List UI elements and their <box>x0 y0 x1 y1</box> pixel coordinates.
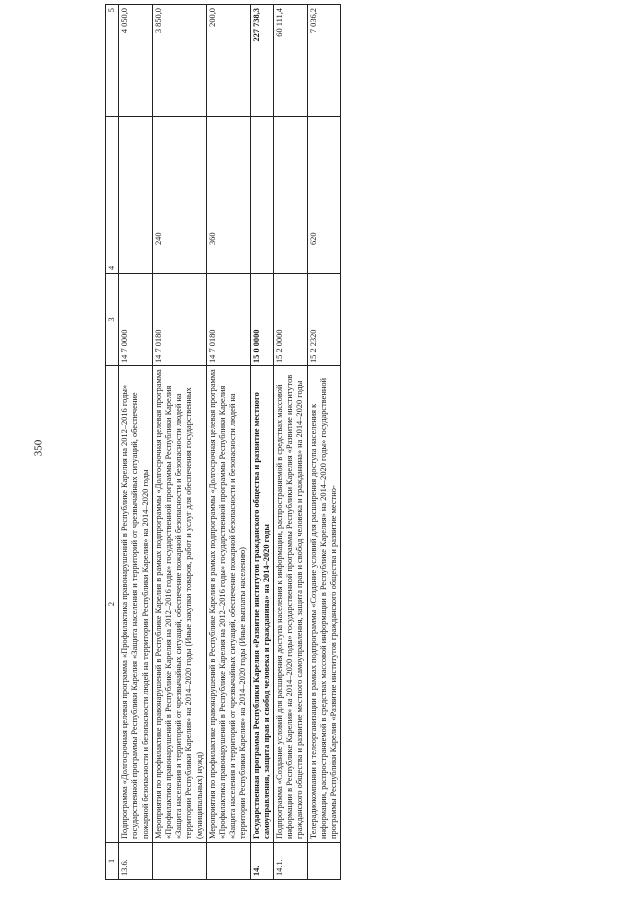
table-row <box>307 5 341 880</box>
row-name: Мероприятия по профилактике правонарушений в Республике Карелия в рамках подпрограммы «Долгосрочная целевая программа «Профилактика правонарушений в Республике Карелия на 2012–2016 годы» государственной программы Республики Карелия «Защита населения и территорий от чрезвычайных ситуаций, обеспечение пожарной безопасности и безопасности людей на территории Республики Карелия» на 2014–2020 годы (Иные закупки товаров, работ и услуг для обеспечения государственных (муниципальных) нужд) <box>152 366 206 843</box>
row-vr: 240 <box>152 117 206 274</box>
table-row <box>250 5 273 880</box>
row-vr: 360 <box>206 117 250 274</box>
row-code: 14 7 0180 <box>152 274 206 366</box>
row-code: 15 2 2320 <box>307 274 341 366</box>
row-code: 14 7 0000 <box>119 274 153 366</box>
header-row <box>106 5 119 880</box>
row-name: Подпрограмма «Долгосрочная целевая программа «Профилактика правонарушений в Республике Карелия на 2012–2016 годы» государственной программы Республики Карелия «Защита населения и территорий от чрезвычайных ситуаций, обеспечение пожарной безопасности и безопасности людей на территории Республики Карелия» на 2014–2020 годы <box>119 366 153 843</box>
row-number: 14.1. <box>274 843 308 880</box>
header-col-5: 5 <box>106 5 119 117</box>
row-name: Мероприятия по профилактике правонарушений в Республике Карелия в рамках подпрограммы «Долгосрочная целевая программа «Профилактика правонарушений в Республике Карелия на 2012–2016 годы» государственной программы Республики Карелия «Защита населения и территорий от чрезвычайных ситуаций, обеспечение пожарной безопасности и безопасности людей на территории Республики Карелия» на 2014–2020 годы (Иные выплаты населению) <box>206 366 250 843</box>
page-number: 350 <box>32 439 45 457</box>
budget-table <box>105 4 341 880</box>
row-vr: 620 <box>307 117 341 274</box>
row-code: 15 2 0000 <box>274 274 308 366</box>
row-name: Подпрограмма «Создание условий для расширения доступа населения к информации, распространяемой в средствах массовой информации в Республике Карелия» на 2014–2020 годы» государственной программы Республики Карелия «Развитие институтов гражданского общества и развитие местного самоуправления, защита прав и свобод человека и гражданина» на 2014–2020 годы <box>274 366 308 843</box>
header-col-2: 2 <box>106 366 119 843</box>
row-sum: 4 050,0 <box>119 5 153 117</box>
table-row <box>206 5 250 880</box>
table-row <box>152 5 206 880</box>
row-vr <box>119 117 153 274</box>
row-number <box>152 843 206 880</box>
row-sum: 7 036,2 <box>307 5 341 117</box>
row-number <box>206 843 250 880</box>
row-sum: 200,0 <box>206 5 250 117</box>
row-vr <box>250 117 273 274</box>
row-sum: 227 738,3 <box>250 5 273 117</box>
row-number <box>307 843 341 880</box>
row-code: 15 0 0000 <box>250 274 273 366</box>
header-col-4: 4 <box>106 117 119 274</box>
table-row <box>119 5 153 880</box>
row-name: Телерадиокомпании и телеорганизации в рамках подпрограммы «Создание условий для расширения доступа населения к информации, распространяемой в средствах массовой информации в Республике Карелия» на 2014–2020 годы» государственной программы Республики Карелия «Развитие институтов гражданского общества и развитие местно- <box>307 366 341 843</box>
row-sum: 60 111,4 <box>274 5 308 117</box>
row-sum: 3 850,0 <box>152 5 206 117</box>
row-number: 14. <box>250 843 273 880</box>
table-row <box>274 5 308 880</box>
header-col-3: 3 <box>106 274 119 366</box>
row-name: Государственная программа Республики Карелия «Развитие институтов гражданского общества и развитие местного самоуправления, защита прав и свобод человека и гражданина» на 2014–2020 годы <box>250 366 273 843</box>
header-col-1: 1 <box>106 843 119 880</box>
row-code: 14 7 0180 <box>206 274 250 366</box>
budget-table-container <box>105 8 590 880</box>
row-number: 13.6. <box>119 843 153 880</box>
row-vr <box>274 117 308 274</box>
